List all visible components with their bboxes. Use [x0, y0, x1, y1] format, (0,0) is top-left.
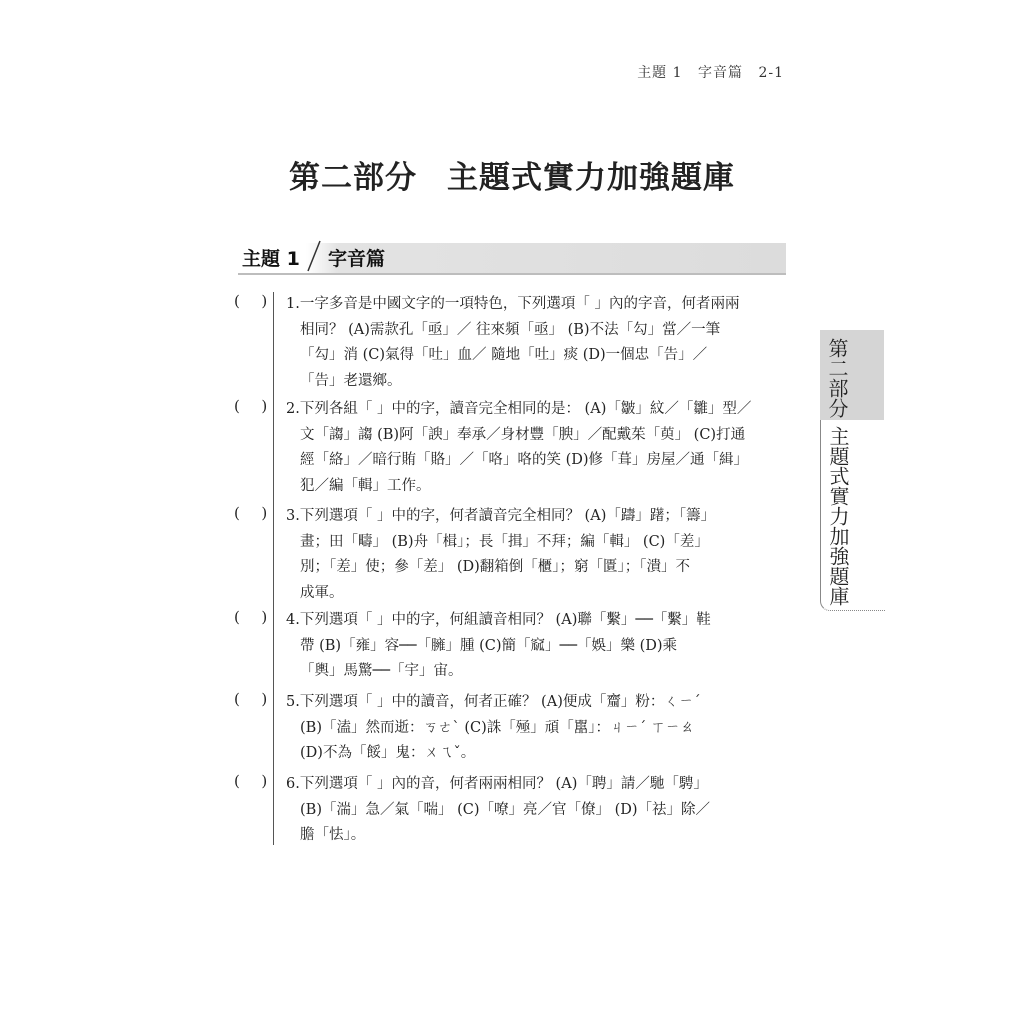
- question-line: (B)「溘」然而逝：ㄎㄜˋ (C)誅「殛」頑「嚚」：ㄐㄧˊ ㄒㄧㄠ: [300, 719, 695, 736]
- question-text: [286, 772, 790, 849]
- question-text: [286, 292, 790, 394]
- question-line: 畫；田「疇」 (B)舟「楫」；長「揖」不拜；編「輯」 (C)「差」: [300, 533, 709, 550]
- question-line: 膽「怯」。: [300, 827, 366, 843]
- page-title: [0, 152, 1024, 197]
- question-text: [286, 690, 790, 767]
- question-number: 3.: [286, 508, 300, 524]
- question-line: 「勾」消 (C)氣得「吐」血／ 隨地「吐」痰 (D)一個忠「告」／: [300, 347, 708, 363]
- question-line: 下列選項「 」中的讀音，何者正確？ (A)便成「齏」粉：ㄑㄧˊ: [299, 694, 701, 710]
- answer-blank[interactable]: ( ): [234, 504, 268, 522]
- part-title-right: 主題式實力加強題庫: [447, 160, 735, 196]
- question-line: (D)不為「餒」鬼：ㄨㄟˇ。: [300, 745, 476, 761]
- answer-blank[interactable]: ( ): [234, 397, 268, 415]
- question-line: 下列選項「 」中的字，何者讀音完全相同？ (A)「躊」躇；「籌」: [299, 508, 716, 524]
- question-number: 5.: [286, 694, 300, 710]
- header-section: 字音篇: [698, 65, 743, 81]
- answer-blank[interactable]: ( ): [234, 292, 268, 310]
- question-line: 下列選項「 」內的音，何者兩兩相同？ (A)「聘」請／馳「騁」: [299, 776, 708, 792]
- running-header: [627, 62, 784, 82]
- answer-blank[interactable]: ( ): [234, 608, 268, 626]
- question-line: 下列各組「 」中的字，讀音完全相同的是： (A)「皺」紋／「雛」型／: [299, 401, 752, 417]
- question-line: 下列選項「 」中的字，何組讀音相同？ (A)聯「繫」──「繫」鞋: [299, 612, 711, 628]
- question-number: 6.: [286, 776, 300, 792]
- question-line: 帶 (B)「雍」容──「臃」腫 (C)簡「窳」──「娛」樂 (D)乘: [300, 637, 678, 654]
- question-line: 成軍。: [300, 584, 344, 601]
- question-line: 「輿」馬驚──「宇」宙。: [300, 663, 463, 679]
- topic-bar: [238, 243, 786, 273]
- question-line: 別；「差」使；參「差」 (D)翻箱倒「櫃」；窮「匱」；「潰」不: [300, 559, 691, 575]
- topic-name: 字音篇: [328, 248, 386, 270]
- question-text: [286, 608, 790, 685]
- question-line: (B)「湍」急／氣「喘」 (C)「嘹」亮／官「僚」 (D)「祛」除／: [300, 801, 711, 818]
- topic-label: 主題 1: [242, 248, 300, 270]
- question-text: [286, 504, 790, 606]
- question-number: 1.: [286, 296, 300, 312]
- question-line: 犯／編「輯」工作。: [300, 477, 431, 494]
- header-topic: 主題 1: [637, 65, 683, 81]
- answer-blank[interactable]: ( ): [234, 690, 268, 708]
- answer-blank[interactable]: ( ): [234, 772, 268, 790]
- slash-divider-icon: [306, 239, 322, 273]
- question-line: 「告」老還鄉。: [300, 372, 402, 389]
- question-line: 文「謅」謅 (B)阿「諛」奉承／身材豐「腴」／配戴茱「萸」 (C)打通: [300, 426, 746, 443]
- part-title-left: 第二部分: [289, 160, 417, 196]
- side-tab-section-label: 主題式實力加強題庫: [826, 426, 850, 606]
- question-line: 一字多音是中國文字的一項特色，下列選項「 」內的字音，何者兩兩: [299, 296, 740, 312]
- side-tab-section: [820, 420, 885, 611]
- question-number: 4.: [286, 612, 300, 628]
- question-number: 2.: [286, 401, 300, 417]
- answer-column-divider: [273, 292, 274, 845]
- question-line: 經「絡」／暗行賄「賂」／「咯」咯的笑 (D)修「葺」房屋／通「緝」: [300, 452, 749, 468]
- question-line: 相同？ (A)需款孔「亟」／ 往來頻「亟」 (B)不法「勾」當／一筆: [300, 321, 721, 338]
- question-text: [286, 397, 790, 499]
- side-tab-part-label: 第二部分: [825, 338, 849, 418]
- side-tab-part: [820, 330, 884, 420]
- page-number: 2-1: [758, 65, 784, 81]
